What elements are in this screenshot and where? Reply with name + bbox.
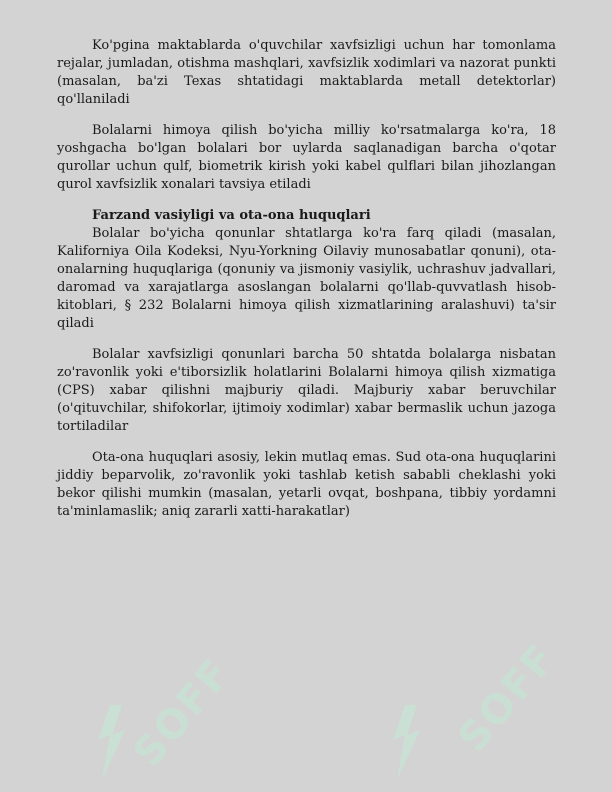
paragraph-gun-safety: Bolalarni himoya qilish bo'yicha milliy ko'rsatmalarga ko'ra, 18 yoshgacha bo'lgan bolalari bor uylarda saqlanadigan barcha o'qotar qurollar uchun qulf, biometrik kirish yoki kabel qulflari bilan jihozlangan qurol xavfsizlik xonalari tavsiya etiladi bbox=[57, 123, 556, 192]
watermark-text: SOFF bbox=[449, 635, 566, 761]
soff-logo-icon bbox=[375, 700, 435, 790]
watermark-text: SOFF bbox=[124, 650, 241, 776]
paragraph-school-safety: Ko'pgina maktablarda o'quvchilar xavfsizligi uchun har tomonlama rejalar, jumladan, otishma mashqlari, xavfsizlik xodimlari va nazorat punkti (masalan, ba'zi Texas shtatidagi maktablarda metall detektorlar) qo'llaniladi bbox=[57, 38, 556, 107]
soff-logo-icon bbox=[80, 700, 140, 790]
paragraph-custody-laws: Bolalar bo'yicha qonunlar shtatlarga ko'ra farq qiladi (masalan, Kaliforniya Oila Kodeksi, Nyu-Yorkning Oilaviy munosabatlar qonuni), ota-onalarning huquqlariga (qonuniy va jismoniy vasiylik, uchrashuv jadvallari, daromad va xarajatlarga asoslangan bolalarni qo'llab-quvvatlash hisob-kitoblari, § 232 Bolalarni himoya qilish xizmatlarining aralashuvi) ta'sir qiladi bbox=[57, 226, 556, 331]
document-body bbox=[57, 37, 556, 534]
paragraph-parental-rights: Ota-ona huquqlari asosiy, lekin mutlaq emas. Sud ota-ona huquqlarini jiddiy beparvolik, zo'ravonlik yoki tashlab ketish sababli cheklashi yoki bekor qilishi mumkin (masalan, yetarli ovqat, boshpana, tibbiy yordamni ta'minlamaslik; aniq zararli xatti-harakatlar) bbox=[57, 450, 556, 519]
section-heading-custody: Farzand vasiyligi va ota-ona huquqlari bbox=[92, 208, 371, 223]
paragraph-child-safety-laws: Bolalar xavfsizligi qonunlari barcha 50 shtatda bolalarga nisbatan zo'ravonlik yoki e'tiborsizlik holatlarini Bolalarni himoya qilish xizmatiga (CPS) xabar qilishni majburiy qiladi. Majburiy xabar beruvchilar (o'qituvchilar, shifokorlar, ijtimoiy xodimlar) xabar bermaslik uchun jazoga tortiladilar bbox=[57, 347, 556, 434]
